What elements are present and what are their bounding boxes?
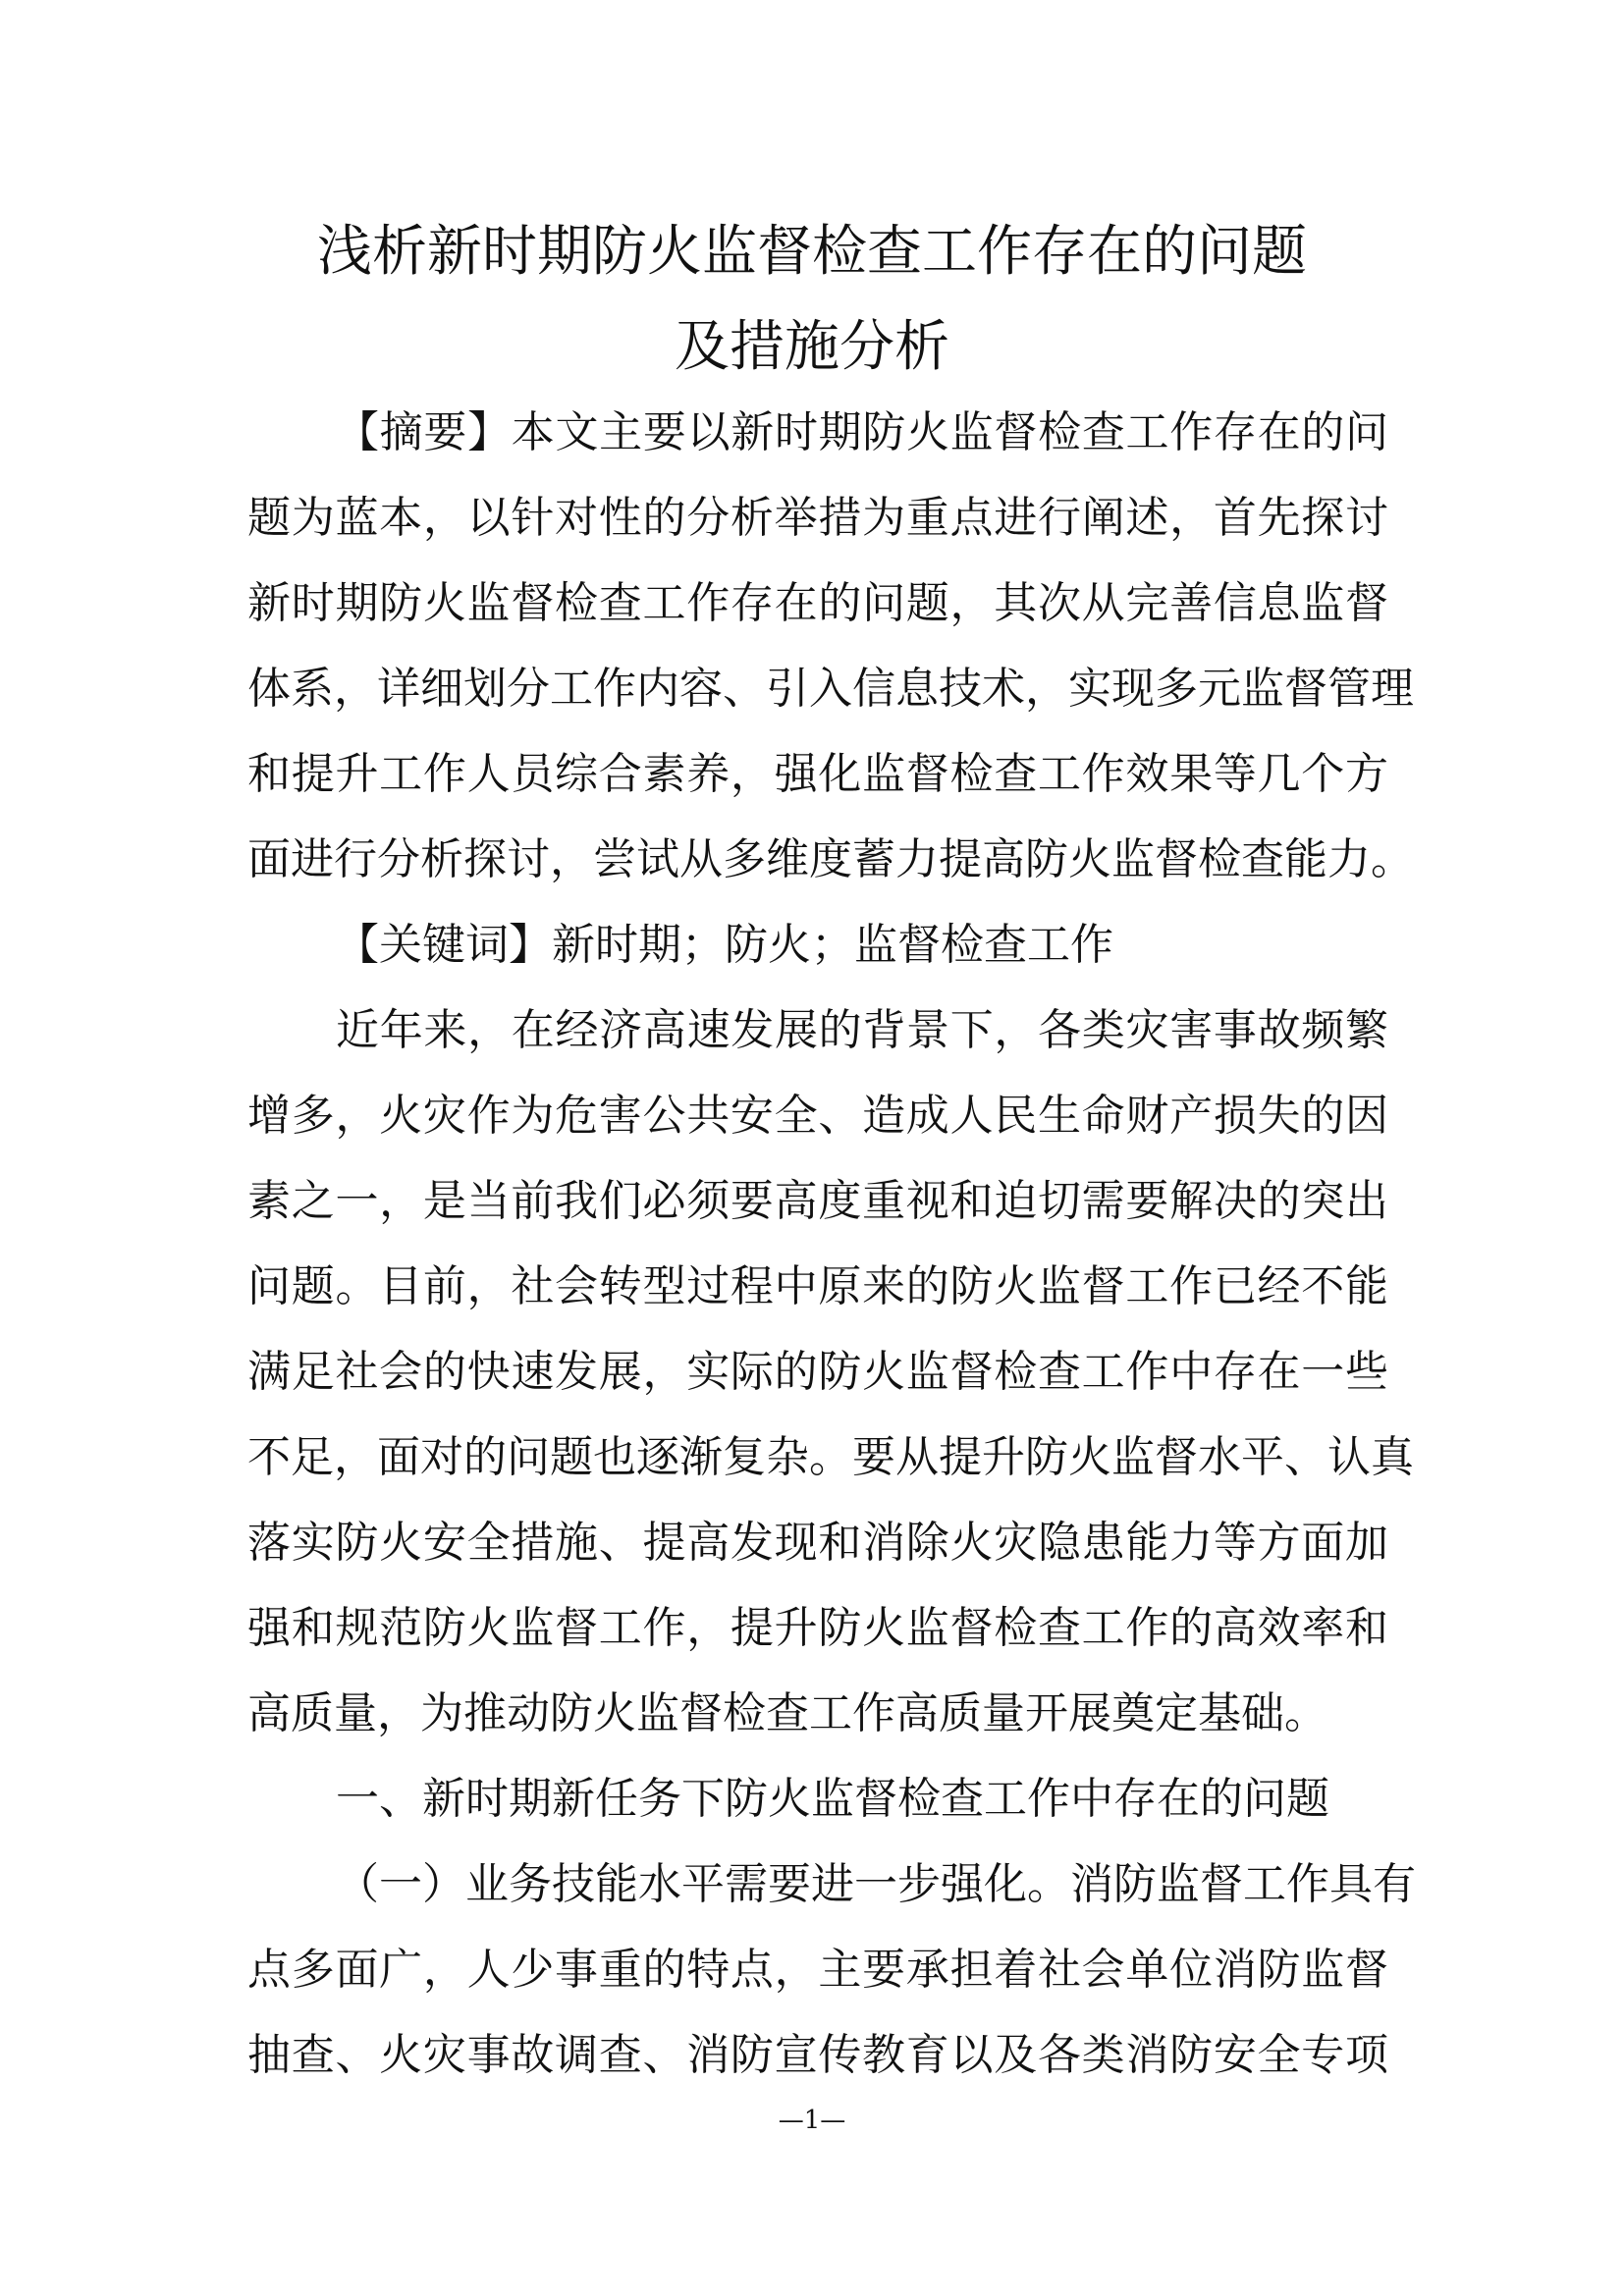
- intro-line: 落实防火安全措施、提高发现和消除火灾隐患能力等方面加: [247, 1518, 1388, 1568]
- abstract-line: 面进行分析探讨，尝试从多维度蓄力提高防火监督检查能力。: [247, 834, 1414, 884]
- abstract-line: 和提升工作人员综合素养，强化监督检查工作效果等几个方: [247, 749, 1388, 799]
- abstract-line: 新时期防火监督检查工作存在的问题，其次从完善信息监督: [247, 578, 1388, 628]
- intro-line: 素之一，是当前我们必须要高度重视和迫切需要解决的突出: [247, 1176, 1388, 1226]
- abstract-line: 【摘要】本文主要以新时期防火监督检查工作存在的问: [336, 407, 1388, 457]
- intro-line: 近年来，在经济高速发展的背景下，各类灾害事故频繁: [336, 1005, 1388, 1055]
- document-title-line-1: 浅析新时期防火监督检查工作存在的问题: [317, 220, 1307, 284]
- intro-line: 不足，面对的问题也逐渐复杂。要从提升防火监督水平、认真: [247, 1432, 1414, 1482]
- intro-line: 满足社会的快速发展，实际的防火监督检查工作中存在一些: [247, 1347, 1388, 1397]
- abstract-line: 题为蓝本，以针对性的分析举措为重点进行阐述，首先探讨: [247, 493, 1388, 543]
- section-para-line: 点多面广，人少事重的特点，主要承担着社会单位消防监督: [247, 1945, 1388, 1995]
- keywords-line: 【关键词】新时期；防火；监督检查工作: [336, 920, 1113, 970]
- abstract-line: 体系，详细划分工作内容、引入信息技术，实现多元监督管理: [247, 664, 1414, 714]
- document-title-line-2: 及措施分析: [675, 315, 949, 379]
- section-para-line: 抽查、火灾事故调查、消防宣传教育以及各类消防安全专项: [247, 2030, 1388, 2080]
- section-para-line: （一）业务技能水平需要进一步强化。消防监督工作具有: [336, 1859, 1416, 1909]
- intro-line: 高质量，为推动防火监督检查工作高质量开展奠定基础。: [247, 1688, 1327, 1738]
- intro-line: 增多，火灾作为危害公共安全、造成人民生命财产损失的因: [247, 1091, 1388, 1141]
- page-number: —1—: [778, 2106, 846, 2135]
- intro-line: 问题。目前，社会转型过程中原来的防火监督工作已经不能: [247, 1261, 1388, 1311]
- intro-line: 强和规范防火监督工作，提升防火监督检查工作的高效率和: [247, 1603, 1388, 1653]
- section-heading: 一、新时期新任务下防火监督检查工作中存在的问题: [336, 1774, 1329, 1824]
